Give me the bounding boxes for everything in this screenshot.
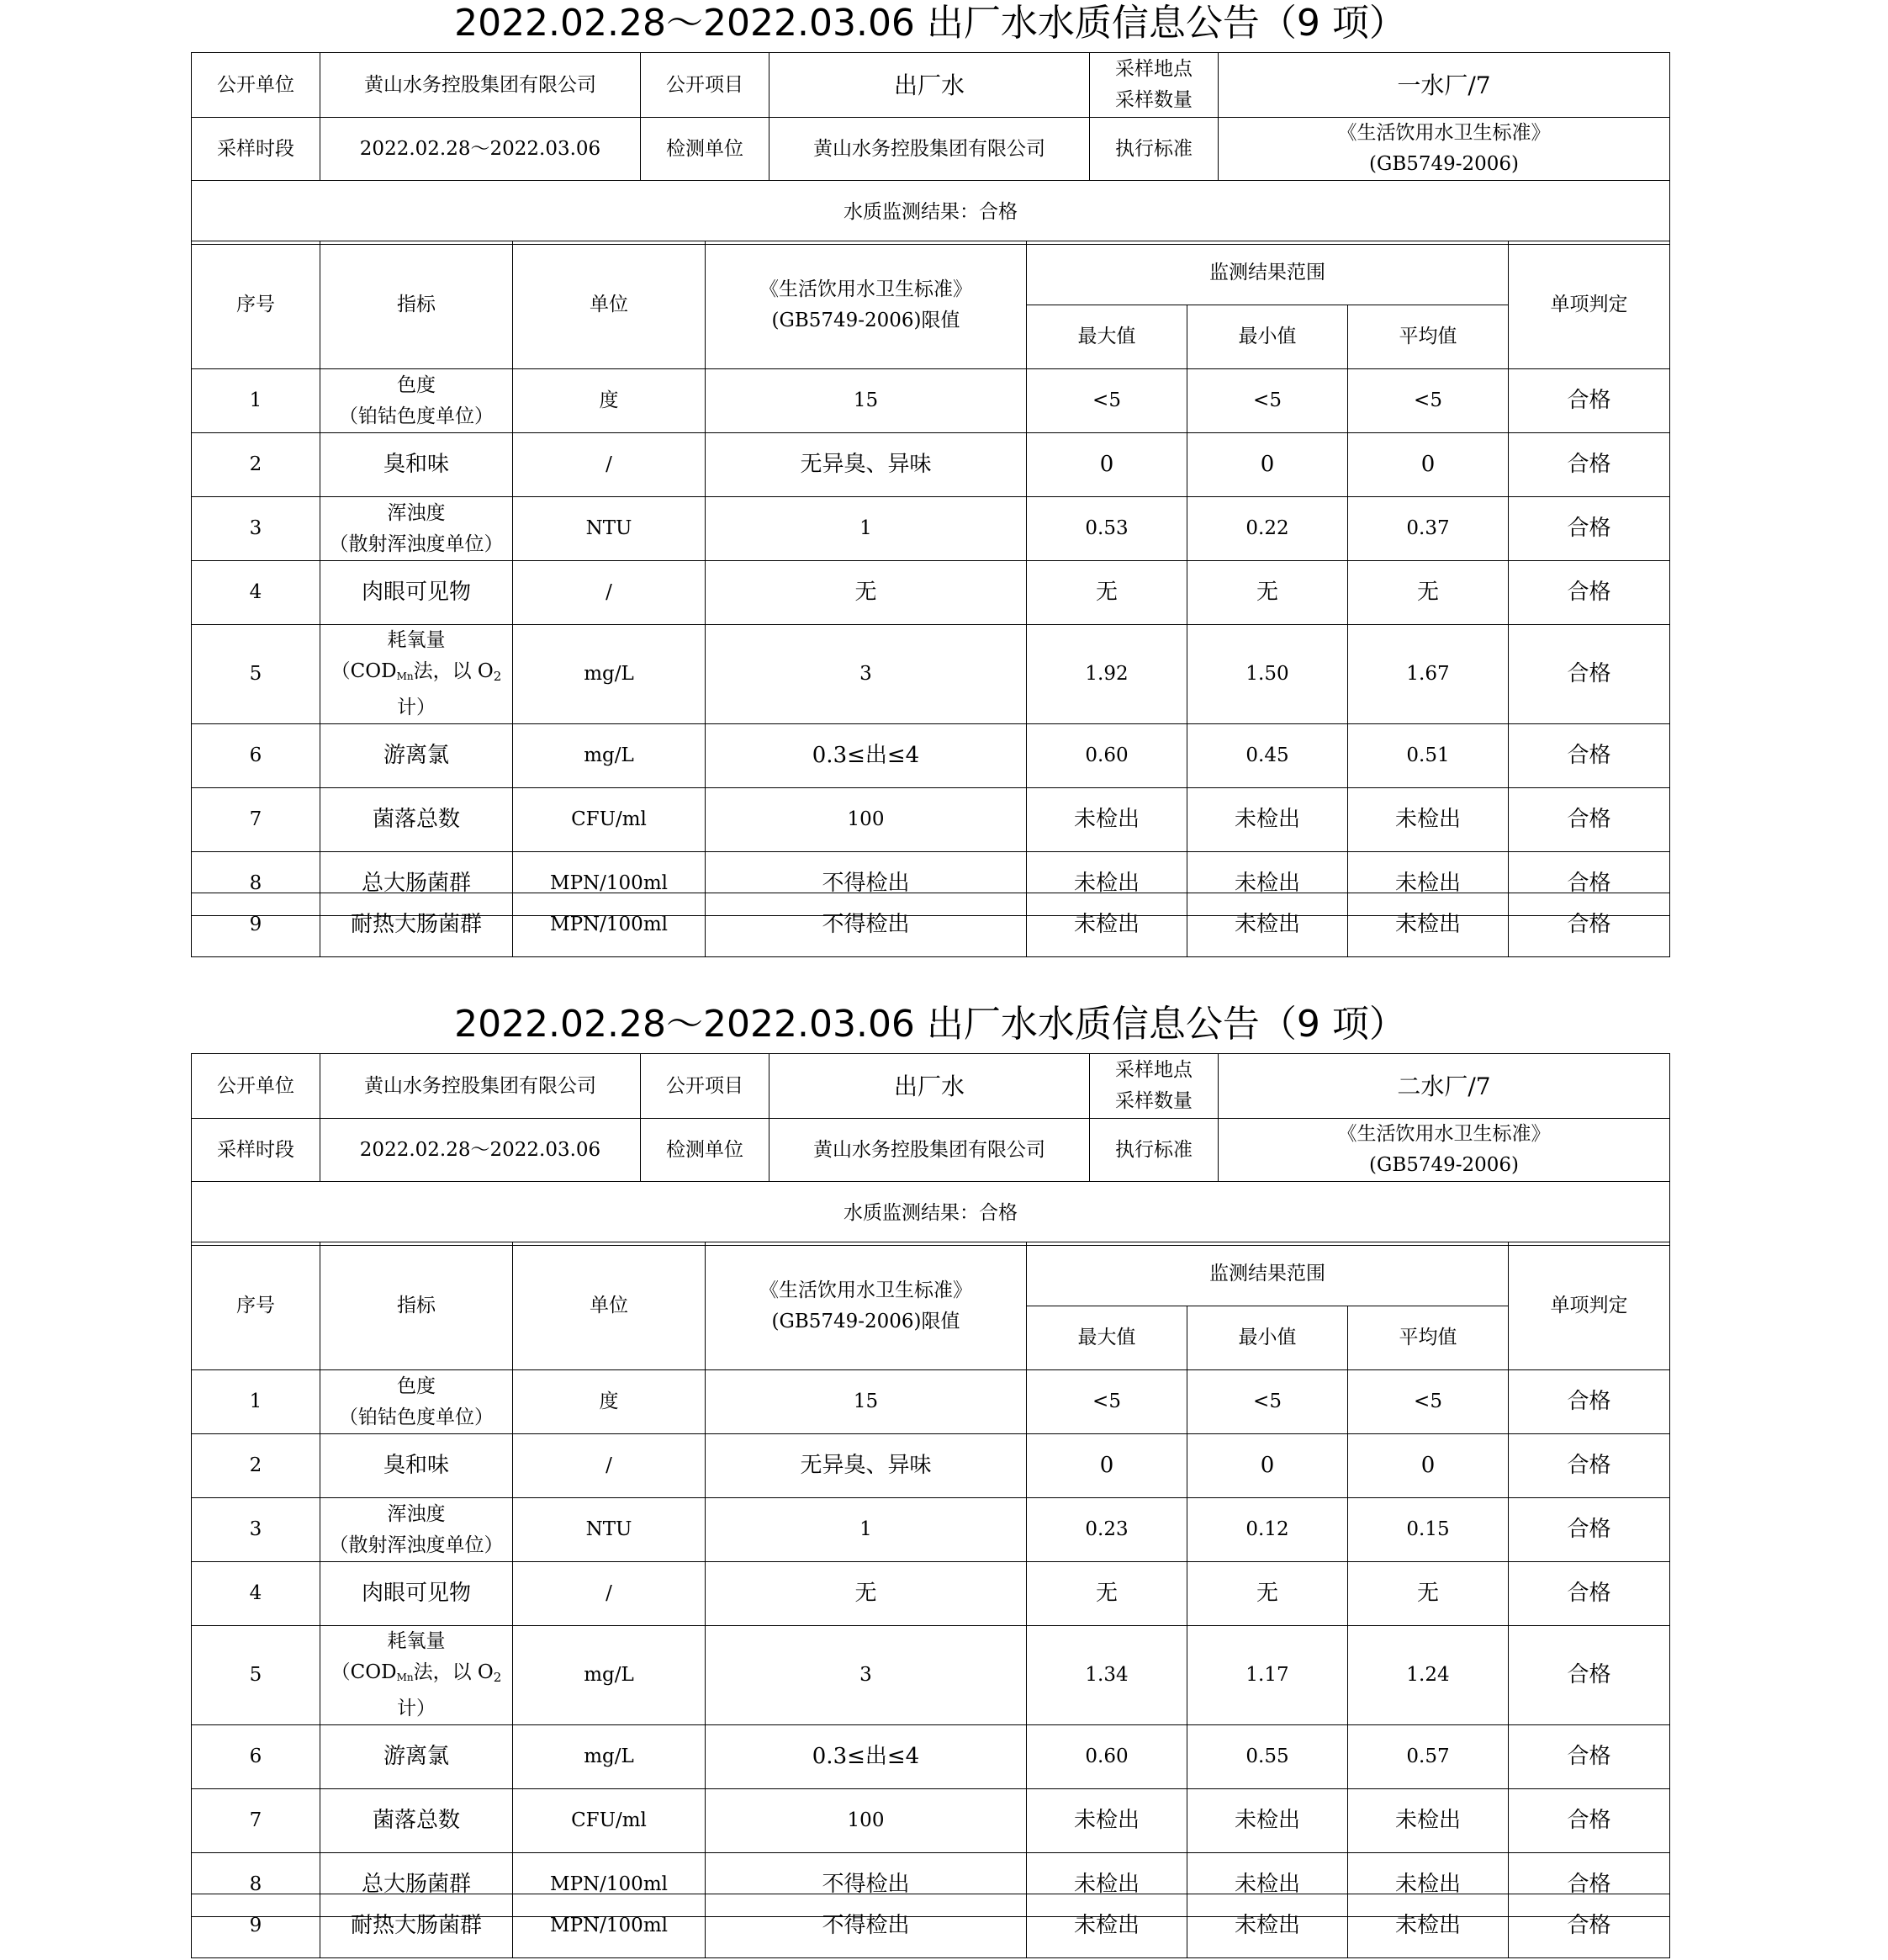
info-table	[191, 1053, 1670, 1246]
table-row	[192, 1562, 1670, 1626]
row-min: 0	[1187, 433, 1348, 497]
row-judge: 合格	[1509, 561, 1670, 625]
item-value: 出厂水	[769, 53, 1090, 118]
row-avg: <5	[1348, 1370, 1509, 1434]
row-limit: 无	[706, 1562, 1027, 1626]
row-limit: 无异臭、异味	[706, 433, 1027, 497]
row-avg: 未检出	[1348, 893, 1509, 957]
row-avg: 无	[1348, 561, 1509, 625]
row-no: 3	[192, 1498, 320, 1562]
results-table	[191, 1242, 1670, 1917]
row-no: 4	[192, 561, 320, 625]
row-unit: mg/L	[513, 625, 706, 724]
table-row	[192, 561, 1670, 625]
row-avg: 0	[1348, 1434, 1509, 1498]
row-max: 未检出	[1027, 1853, 1187, 1917]
cod-method-note: （$COD_{Mn}$法，以 $O_2$计）	[331, 1661, 502, 1719]
table-row	[192, 1434, 1670, 1498]
publisher-label: 公开单位	[192, 1054, 320, 1119]
overall-result: 水质监测结果：合格	[192, 1182, 1670, 1246]
row-limit: 3	[706, 625, 1027, 724]
row-no: 1	[192, 1370, 320, 1434]
row-no: 2	[192, 433, 320, 497]
row-min: 1.17	[1187, 1626, 1348, 1725]
publisher-label: 公开单位	[192, 53, 320, 118]
header-judge: 单项判定	[1509, 1242, 1670, 1370]
row-min: 未检出	[1187, 893, 1348, 957]
row-no: 6	[192, 1725, 320, 1789]
row-max: 无	[1027, 1562, 1187, 1626]
report-title: 2022.02.28～2022.03.06 出厂水水质信息公告（9 项）	[454, 1003, 1406, 1046]
row-max: 0.23	[1027, 1498, 1187, 1562]
row-judge: 合格	[1509, 433, 1670, 497]
row-limit: 不得检出	[706, 1853, 1027, 1917]
period-label: 采样时段	[192, 1119, 320, 1182]
row-min: 未检出	[1187, 852, 1348, 916]
row-no: 9	[192, 893, 320, 957]
item-label: 公开项目	[641, 1054, 769, 1119]
row-judge: 合格	[1509, 625, 1670, 724]
row-unit: mg/L	[513, 724, 706, 788]
row-unit: /	[513, 561, 706, 625]
row-limit: 1	[706, 497, 1027, 561]
row-judge: 合格	[1509, 1725, 1670, 1789]
publisher-value: 黄山水务控股集团有限公司	[320, 1054, 641, 1119]
row-indicator: 总大肠菌群	[320, 852, 513, 916]
row-max: 未检出	[1027, 1789, 1187, 1853]
row-min: 未检出	[1187, 1853, 1348, 1917]
row-indicator: 游离氯	[320, 1725, 513, 1789]
row-limit: 不得检出	[706, 852, 1027, 916]
row-max: 未检出	[1027, 893, 1187, 957]
period-label: 采样时段	[192, 118, 320, 181]
row-judge: 合格	[1509, 1434, 1670, 1498]
row-no: 8	[192, 1853, 320, 1917]
table-row	[192, 433, 1670, 497]
header-avg: 平均值	[1348, 305, 1509, 369]
row-avg: 1.24	[1348, 1626, 1509, 1725]
table-row	[192, 497, 1670, 561]
standard-label: 执行标准	[1090, 1119, 1219, 1182]
header-unit: 单位	[513, 241, 706, 369]
table-row	[192, 788, 1670, 852]
row-limit: 100	[706, 788, 1027, 852]
row-unit: /	[513, 1562, 706, 1626]
row-min: 1.50	[1187, 625, 1348, 724]
standard-label: 执行标准	[1090, 118, 1219, 181]
row-no: 4	[192, 1562, 320, 1626]
row-min: 未检出	[1187, 788, 1348, 852]
header-avg: 平均值	[1348, 1306, 1509, 1370]
lab-label: 检测单位	[641, 118, 769, 181]
row-avg: 0.51	[1348, 724, 1509, 788]
row-limit: 1	[706, 1498, 1027, 1562]
row-unit: MPN/100ml	[513, 893, 706, 957]
header-max: 最大值	[1027, 1306, 1187, 1370]
row-no: 3	[192, 497, 320, 561]
row-limit: 0.3≤出≤4	[706, 724, 1027, 788]
row-max: 1.92	[1027, 625, 1187, 724]
header-max: 最大值	[1027, 305, 1187, 369]
row-limit: 100	[706, 1789, 1027, 1853]
row-min: <5	[1187, 1370, 1348, 1434]
lab-value: 黄山水务控股集团有限公司	[769, 1119, 1090, 1182]
row-avg: 未检出	[1348, 852, 1509, 916]
row-indicator: 耐热大肠菌群	[320, 893, 513, 957]
row-no: 1	[192, 369, 320, 433]
row-indicator: 耗氧量 （$COD_{Mn}$法，以 $O_2$计）	[320, 625, 513, 724]
row-min: <5	[1187, 369, 1348, 433]
row-indicator: 游离氯	[320, 724, 513, 788]
publisher-value: 黄山水务控股集团有限公司	[320, 53, 641, 118]
row-avg: 0.37	[1348, 497, 1509, 561]
row-indicator: 菌落总数	[320, 1789, 513, 1853]
report-title: 2022.02.28～2022.03.06 出厂水水质信息公告（9 项）	[454, 2, 1406, 45]
item-value: 出厂水	[769, 1054, 1090, 1119]
row-judge: 合格	[1509, 497, 1670, 561]
row-indicator: 色度 （铂钴色度单位）	[320, 369, 513, 433]
row-unit: MPN/100ml	[513, 1853, 706, 1917]
row-limit: 无异臭、异味	[706, 1434, 1027, 1498]
row-no: 5	[192, 1626, 320, 1725]
row-limit: 不得检出	[706, 893, 1027, 957]
row-indicator: 菌落总数	[320, 788, 513, 852]
table-row	[192, 369, 1670, 433]
period-value: 2022.02.28～2022.03.06	[320, 1119, 641, 1182]
header-indicator: 指标	[320, 241, 513, 369]
row-indicator: 耐热大肠菌群	[320, 1894, 513, 1958]
header-limit: 《生活饮用水卫生标准》 (GB5749-2006)限值	[706, 241, 1027, 369]
row-min: 0	[1187, 1434, 1348, 1498]
row-min: 0.12	[1187, 1498, 1348, 1562]
row-judge: 合格	[1509, 1498, 1670, 1562]
row-max: 未检出	[1027, 1894, 1187, 1958]
table-row	[192, 724, 1670, 788]
row-unit: 度	[513, 1370, 706, 1434]
row-indicator: 肉眼可见物	[320, 561, 513, 625]
table-row	[192, 1894, 1670, 1958]
row-max: <5	[1027, 1370, 1187, 1434]
row-unit: /	[513, 1434, 706, 1498]
row-no: 6	[192, 724, 320, 788]
row-unit: mg/L	[513, 1626, 706, 1725]
row-limit: 15	[706, 1370, 1027, 1434]
standard-value: 《生活饮用水卫生标准》 (GB5749-2006)	[1219, 1119, 1670, 1182]
row-limit: 3	[706, 1626, 1027, 1725]
row-judge: 合格	[1509, 1370, 1670, 1434]
row-avg: <5	[1348, 369, 1509, 433]
lab-value: 黄山水务控股集团有限公司	[769, 118, 1090, 181]
table-row	[192, 1789, 1670, 1853]
header-min: 最小值	[1187, 305, 1348, 369]
row-limit: 无	[706, 561, 1027, 625]
row-no: 8	[192, 852, 320, 916]
row-unit: MPN/100ml	[513, 852, 706, 916]
row-min: 0.45	[1187, 724, 1348, 788]
row-no: 7	[192, 788, 320, 852]
row-indicator: 耗氧量 （$COD_{Mn}$法，以 $O_2$计）	[320, 1626, 513, 1725]
row-judge: 合格	[1509, 1789, 1670, 1853]
row-max: 0.60	[1027, 1725, 1187, 1789]
header-judge: 单项判定	[1509, 241, 1670, 369]
row-judge: 合格	[1509, 788, 1670, 852]
row-avg: 0.15	[1348, 1498, 1509, 1562]
row-no: 5	[192, 625, 320, 724]
table-row	[192, 1498, 1670, 1562]
row-limit: 0.3≤出≤4	[706, 1725, 1027, 1789]
row-avg: 未检出	[1348, 788, 1509, 852]
row-avg: 无	[1348, 1562, 1509, 1626]
row-max: 无	[1027, 561, 1187, 625]
row-no: 7	[192, 1789, 320, 1853]
row-indicator: 臭和味	[320, 433, 513, 497]
table-row	[192, 1370, 1670, 1434]
row-unit: NTU	[513, 1498, 706, 1562]
row-no: 9	[192, 1894, 320, 1958]
row-judge: 合格	[1509, 1562, 1670, 1626]
row-avg: 0	[1348, 433, 1509, 497]
results-table-row-9	[191, 1894, 1670, 1958]
row-max: 1.34	[1027, 1626, 1187, 1725]
row-limit: 不得检出	[706, 1894, 1027, 1958]
header-limit: 《生活饮用水卫生标准》 (GB5749-2006)限值	[706, 1242, 1027, 1370]
row-min: 0.22	[1187, 497, 1348, 561]
site-label: 采样地点 采样数量	[1090, 1054, 1219, 1119]
row-min: 无	[1187, 1562, 1348, 1626]
table-row	[192, 1725, 1670, 1789]
site-value: 二水厂/7	[1219, 1054, 1670, 1119]
row-avg: 未检出	[1348, 1894, 1509, 1958]
row-min: 无	[1187, 561, 1348, 625]
row-indicator: 臭和味	[320, 1434, 513, 1498]
row-max: 未检出	[1027, 852, 1187, 916]
period-value: 2022.02.28～2022.03.06	[320, 118, 641, 181]
row-indicator: 色度 （铂钴色度单位）	[320, 1370, 513, 1434]
standard-value: 《生活饮用水卫生标准》 (GB5749-2006)	[1219, 118, 1670, 181]
row-indicator: 浑浊度 （散射浑浊度单位）	[320, 1498, 513, 1562]
table-row	[192, 625, 1670, 724]
header-range: 监测结果范围	[1027, 241, 1509, 305]
row-unit: mg/L	[513, 1725, 706, 1789]
row-max: 0.53	[1027, 497, 1187, 561]
row-limit: 15	[706, 369, 1027, 433]
row-max: <5	[1027, 369, 1187, 433]
row-avg: 0.57	[1348, 1725, 1509, 1789]
row-unit: MPN/100ml	[513, 1894, 706, 1958]
lab-label: 检测单位	[641, 1119, 769, 1182]
header-min: 最小值	[1187, 1306, 1348, 1370]
row-judge: 合格	[1509, 852, 1670, 916]
row-unit: /	[513, 433, 706, 497]
row-no: 2	[192, 1434, 320, 1498]
row-indicator: 浑浊度 （散射浑浊度单位）	[320, 497, 513, 561]
overall-result: 水质监测结果：合格	[192, 181, 1670, 245]
info-table	[191, 52, 1670, 245]
row-avg: 未检出	[1348, 1789, 1509, 1853]
item-label: 公开项目	[641, 53, 769, 118]
table-row	[192, 1626, 1670, 1725]
row-indicator: 肉眼可见物	[320, 1562, 513, 1626]
site-value: 一水厂/7	[1219, 53, 1670, 118]
row-max: 0	[1027, 433, 1187, 497]
row-unit: CFU/ml	[513, 1789, 706, 1853]
row-judge: 合格	[1509, 1853, 1670, 1917]
site-label: 采样地点 采样数量	[1090, 53, 1219, 118]
row-judge: 合格	[1509, 369, 1670, 433]
row-judge: 合格	[1509, 724, 1670, 788]
row-min: 未检出	[1187, 1894, 1348, 1958]
row-max: 0	[1027, 1434, 1187, 1498]
header-unit: 单位	[513, 1242, 706, 1370]
header-range: 监测结果范围	[1027, 1242, 1509, 1306]
header-indicator: 指标	[320, 1242, 513, 1370]
header-no: 序号	[192, 1242, 320, 1370]
row-unit: NTU	[513, 497, 706, 561]
row-unit: 度	[513, 369, 706, 433]
cod-method-note: （$COD_{Mn}$法，以 $O_2$计）	[331, 660, 502, 718]
results-table	[191, 241, 1670, 916]
row-avg: 未检出	[1348, 1853, 1509, 1917]
row-max: 0.60	[1027, 724, 1187, 788]
row-indicator: 总大肠菌群	[320, 1853, 513, 1917]
row-unit: CFU/ml	[513, 788, 706, 852]
row-judge: 合格	[1509, 893, 1670, 957]
table-row	[192, 893, 1670, 957]
row-max: 未检出	[1027, 788, 1187, 852]
row-min: 未检出	[1187, 1789, 1348, 1853]
row-judge: 合格	[1509, 1894, 1670, 1958]
row-judge: 合格	[1509, 1626, 1670, 1725]
row-min: 0.55	[1187, 1725, 1348, 1789]
header-no: 序号	[192, 241, 320, 369]
results-table-row-9	[191, 893, 1670, 957]
row-avg: 1.67	[1348, 625, 1509, 724]
